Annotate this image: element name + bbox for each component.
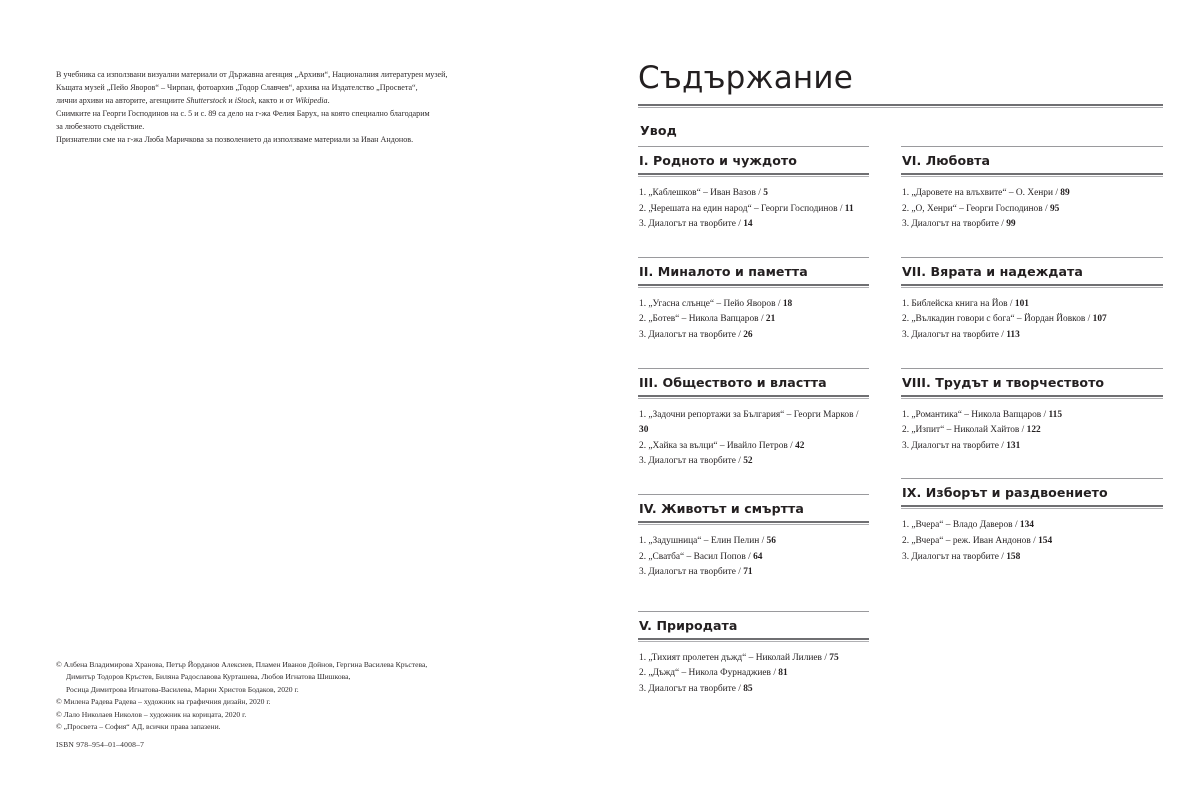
page-title: Съдържание bbox=[638, 60, 853, 96]
section-heading[interactable]: II. Миналото и паметта bbox=[639, 263, 808, 279]
toc-entry-text: 2. „Ботев“ – Никола Вапцаров / bbox=[639, 314, 766, 325]
toc-entry-text: 3. Диалогът на творбите / bbox=[902, 219, 1007, 230]
toc-entry-text: 3. Диалогът на творбите / bbox=[639, 456, 744, 467]
isbn: ISBN 978–954–01–4008–7 bbox=[56, 740, 145, 749]
section-entries bbox=[638, 399, 869, 470]
toc-entry-text: 3. Диалогът на творбите / bbox=[639, 567, 744, 578]
toc-entry-page: 107 bbox=[1092, 314, 1107, 325]
credits-line: В учебника са използвани визуални материали от Държавна агенция „Архиви“, Националния литературен музей, bbox=[56, 70, 448, 79]
toc-entry[interactable] bbox=[639, 202, 869, 218]
toc-entry-page: 71 bbox=[743, 567, 753, 578]
toc-entry[interactable] bbox=[902, 423, 1163, 439]
intro-section bbox=[638, 117, 1163, 146]
toc-column-right bbox=[885, 146, 1163, 698]
credits-prefix: лични архиви на авторите, агенциите bbox=[56, 96, 187, 106]
toc-entry-page: 42 bbox=[795, 440, 805, 451]
toc-entry[interactable] bbox=[639, 408, 869, 439]
credits-line: Къщата музей „Пейо Яворов“ – Чирпан, фотоархив „Тодор Славчев“, архива на Издателство „Просвета“, bbox=[56, 83, 418, 93]
toc-section bbox=[901, 368, 1163, 455]
toc-entry-page: 158 bbox=[1006, 551, 1021, 562]
toc-entry[interactable] bbox=[902, 408, 1163, 424]
toc-entry-text: 1. „Тихият пролетен дъжд“ – Николай Лилиев / bbox=[639, 652, 830, 663]
toc-entry[interactable] bbox=[902, 312, 1163, 328]
toc-entry[interactable] bbox=[902, 297, 1163, 313]
toc-section bbox=[638, 611, 869, 698]
toc-entry-page: 99 bbox=[1006, 219, 1016, 230]
toc-entry-page: 11 bbox=[844, 203, 854, 214]
toc-entry-page: 131 bbox=[1006, 440, 1021, 451]
toc-section bbox=[901, 257, 1163, 344]
toc-entry[interactable] bbox=[639, 328, 869, 344]
toc-entry-text: 3. Диалогът на творбите / bbox=[902, 551, 1007, 562]
section-entries bbox=[901, 177, 1163, 233]
toc-entry-text: 2. „Вълкадин говори с бога“ – Йордан Йовков / bbox=[902, 314, 1093, 325]
section-entries bbox=[901, 509, 1163, 565]
toc-entry-page: 122 bbox=[1026, 425, 1041, 436]
toc-entry-text: 1. Библейска книга на Йов / bbox=[902, 298, 1015, 309]
toc-entry[interactable] bbox=[902, 186, 1163, 202]
toc-entry[interactable] bbox=[902, 439, 1163, 455]
title-divider bbox=[638, 104, 1163, 108]
toc-entry-text: 1. „Даровете на влъхвите“ – О. Хенри / bbox=[902, 188, 1061, 198]
source-wikipedia: Wikipedia bbox=[295, 96, 328, 106]
section-heading[interactable]: IV. Животът и смъртта bbox=[639, 500, 804, 516]
toc-entry-page: 52 bbox=[743, 456, 753, 467]
toc-entry-text: 1. „Задушница“ – Елин Пелин / bbox=[639, 535, 767, 546]
toc-entry[interactable] bbox=[639, 312, 869, 328]
toc-entry[interactable] bbox=[902, 518, 1163, 534]
toc-entry[interactable] bbox=[902, 550, 1163, 566]
copyright-line-authors-cont: Димитър Тодоров Кръстев, Биляна Радославова Курташева, Любов Игнатова Шишкова, bbox=[66, 672, 351, 682]
toc-entry-page: 89 bbox=[1060, 188, 1070, 198]
toc-entry-page: 18 bbox=[782, 298, 793, 309]
toc-entry-page: 5 bbox=[763, 188, 768, 198]
credits-block bbox=[56, 68, 526, 147]
toc-entry[interactable] bbox=[639, 534, 869, 550]
toc-entry-page: 75 bbox=[829, 652, 839, 663]
toc-entry[interactable] bbox=[639, 186, 869, 202]
toc-entry[interactable] bbox=[902, 534, 1163, 550]
toc-entry[interactable] bbox=[639, 666, 869, 682]
toc-entry[interactable] bbox=[639, 439, 869, 455]
toc-entry-text: 2. „О, Хенри“ – Георги Господинов / bbox=[902, 203, 1050, 214]
table-of-contents bbox=[638, 58, 1163, 698]
copyright-line-authors: © Албена Владимирова Хранова, Петър Йорданов Алексиев, Пламен Иванов Дойнов, Гергина Василева Кръстева, bbox=[56, 660, 428, 669]
toc-entry-page: 21 bbox=[765, 314, 776, 325]
toc-entry-page: 81 bbox=[778, 668, 788, 679]
copyright-block bbox=[56, 659, 526, 733]
toc-entry-page: 101 bbox=[1014, 298, 1029, 309]
toc-entry-text: 1. „Угасна слънце“ – Пейо Яворов / bbox=[639, 298, 783, 309]
toc-entry-page: 56 bbox=[766, 535, 776, 546]
toc-entry[interactable] bbox=[902, 202, 1163, 218]
toc-section bbox=[638, 368, 869, 470]
section-entries bbox=[901, 399, 1163, 455]
toc-entry-text: 1. „Задочни репортажи за България“ – Георги Марков / bbox=[639, 409, 859, 420]
toc-entry[interactable] bbox=[639, 651, 869, 667]
toc-section bbox=[638, 494, 869, 581]
section-heading[interactable]: I. Родното и чуждото bbox=[639, 153, 797, 168]
toc-entry-page: 85 bbox=[743, 683, 753, 694]
section-heading[interactable]: IX. Изборът и раздвоението bbox=[902, 485, 1108, 501]
copyright-line-authors-cont: Росица Димитрова Игнатова-Василева, Марин Христов Бодаков, 2020 г. bbox=[66, 684, 299, 694]
credits-line: за любезното съдействие. bbox=[56, 122, 145, 132]
section-entries bbox=[638, 288, 869, 344]
toc-section bbox=[901, 478, 1163, 565]
section-heading[interactable]: VI. Любовта bbox=[902, 153, 991, 168]
source-shutterstock: Shutterstock bbox=[186, 96, 227, 106]
section-heading[interactable]: III. Обществото и властта bbox=[639, 374, 827, 390]
toc-entry[interactable] bbox=[639, 682, 869, 698]
toc-entry-page: 14 bbox=[743, 219, 753, 230]
toc-entry-page: 134 bbox=[1019, 520, 1034, 531]
toc-entry[interactable] bbox=[902, 217, 1163, 233]
toc-entry[interactable] bbox=[902, 328, 1163, 344]
toc-entry-text: 2. „Хайка за вълци“ – Ивайло Петров / bbox=[639, 440, 796, 451]
toc-entry-page: 30 bbox=[639, 425, 649, 436]
credits-period: . bbox=[327, 96, 330, 106]
toc-entry[interactable] bbox=[639, 454, 869, 470]
toc-entry-page: 115 bbox=[1048, 409, 1063, 420]
toc-entry-text: 1. „Каблешков“ – Иван Вазов / bbox=[639, 188, 764, 198]
toc-entry-text: 1. „Вчера“ – Владо Даверов / bbox=[902, 520, 1020, 531]
toc-entry-text: 2. „Черешата на един народ“ – Георги Господинов / bbox=[639, 203, 845, 214]
credits-line: Снимките на Георги Господинов на с. 5 и с. 89 са дело на г-жа Фелия Барух, на която специално благодарим bbox=[56, 109, 430, 119]
toc-entry-page: 64 bbox=[753, 551, 763, 562]
toc-entry-page: 26 bbox=[743, 329, 753, 340]
toc-section bbox=[901, 146, 1163, 233]
toc-columns bbox=[638, 146, 1163, 698]
toc-entry-text: 1. „Романтика“ – Никола Вапцаров / bbox=[902, 409, 1049, 420]
toc-entry-text: 2. „Сватба“ – Васил Попов / bbox=[639, 551, 754, 562]
credits-line-italic-sources bbox=[56, 94, 526, 107]
source-istock: iStock bbox=[234, 96, 255, 106]
toc-entry-text: 3. Диалогът на творбите / bbox=[639, 219, 744, 230]
toc-entry-text: 3. Диалогът на творбите / bbox=[902, 329, 1007, 340]
toc-column-left bbox=[638, 146, 885, 698]
intro-label[interactable]: Увод bbox=[640, 123, 677, 138]
section-entries bbox=[638, 177, 869, 233]
section-heading[interactable]: V. Природата bbox=[639, 617, 738, 633]
copyright-line-publisher: © „Просвета – София“ АД, всички права запазени. bbox=[56, 722, 221, 732]
section-entries bbox=[901, 288, 1163, 344]
toc-entry-text: 2. „Вчера“ – реж. Иван Андонов / bbox=[902, 535, 1039, 546]
section-entries bbox=[638, 525, 869, 581]
section-heading[interactable]: VIII. Трудът и творчеството bbox=[902, 374, 1105, 390]
toc-entry[interactable] bbox=[639, 565, 869, 581]
toc-entry[interactable] bbox=[639, 550, 869, 566]
toc-entry-text: 3. Диалогът на творбите / bbox=[639, 329, 744, 340]
toc-entry-page: 113 bbox=[1006, 329, 1020, 340]
copyright-line-designer: © Милена Радева Радева – художник на графичния дизайн, 2020 г. bbox=[56, 697, 271, 707]
toc-entry-page: 95 bbox=[1049, 203, 1060, 214]
section-entries bbox=[638, 642, 869, 698]
credits-line: Признателни сме на г-жа Люба Маричкова за позволението да използваме материали за Иван Андонов. bbox=[56, 135, 414, 145]
section-heading[interactable]: VII. Вярата и надеждата bbox=[902, 263, 1083, 279]
toc-section bbox=[638, 257, 869, 344]
right-page bbox=[600, 0, 1200, 806]
toc-entry-text: 2. „Дъжд“ – Никола Фурнаджиев / bbox=[639, 668, 779, 679]
toc-entry[interactable] bbox=[639, 297, 869, 313]
credits-conjunction: и bbox=[226, 96, 235, 106]
toc-entry-text: 3. Диалогът на творбите / bbox=[902, 440, 1007, 451]
toc-entry-page: 154 bbox=[1038, 535, 1053, 546]
toc-entry-text: 2. „Изпит“ – Николай Хайтов / bbox=[902, 425, 1027, 436]
credits-conjunction-2: , както и от bbox=[254, 96, 296, 106]
copyright-line-cover-artist: © Лало Николаев Николов – художник на корицата, 2020 г. bbox=[56, 709, 247, 719]
toc-entry[interactable] bbox=[639, 217, 869, 233]
toc-section bbox=[638, 146, 869, 233]
toc-entry-text: 3. Диалогът на творбите / bbox=[639, 683, 744, 694]
